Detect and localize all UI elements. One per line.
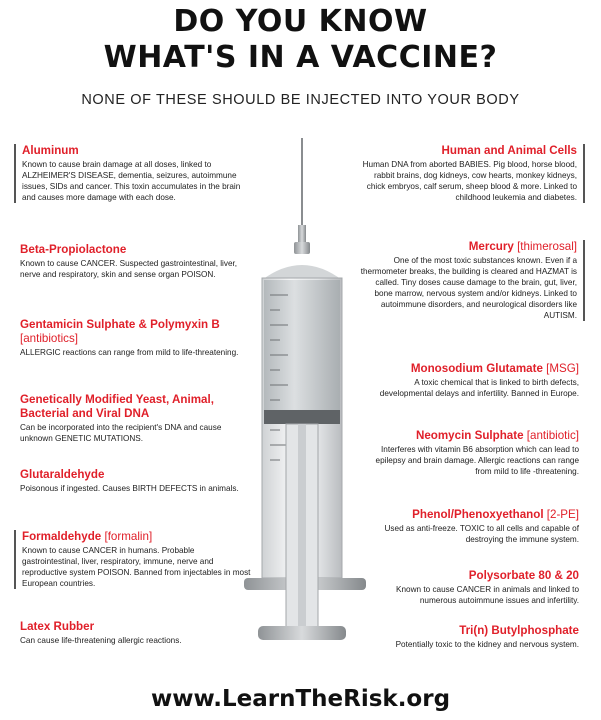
ingredient-name: Monosodium Glutamate <box>410 362 543 375</box>
ingredient-glutaraldehyde <box>20 468 252 494</box>
ingredient-description: Can be incorporated into the recipient's DNA and cause unknown GENETIC MUTATIONS. <box>20 423 222 443</box>
ingredient-description: Poisonous if ingested. Causes BIRTH DEFECTS in animals. <box>20 484 239 493</box>
ingredient-description: Known to cause CANCER in animals and linked to numerous autoimmune issues and infertility. <box>396 585 579 605</box>
ingredient-description: ALLERGIC reactions can range from mild to life-threatening. <box>20 348 239 357</box>
ingredient-msg <box>361 362 579 399</box>
ingredient-tag: [MSG] <box>546 362 579 375</box>
ingredient-formaldehyde <box>14 530 254 589</box>
ingredient-polysorbate <box>361 569 579 606</box>
ingredient-description: Known to cause CANCER. Suspected gastrointestinal, liver, nerve and respiratory, skin and sense organ POISON. <box>20 259 238 279</box>
title-line-2: WHAT'S IN A VACCINE? <box>103 40 498 75</box>
ingredient-mercury <box>359 240 585 321</box>
subtitle: NONE OF THESE SHOULD BE INJECTED INTO YOUR BODY <box>81 92 520 108</box>
ingredient-phenol <box>361 508 579 545</box>
ingredient-name: Aluminum <box>22 144 79 157</box>
ingredient-tributylphosphate <box>361 624 579 650</box>
ingredient-name: Genetically Modified Yeast, Animal, Bacterial and Viral DNA <box>20 393 214 420</box>
syringe-illustration <box>240 130 370 670</box>
ingredient-name: Tri(n) Butylphosphate <box>459 624 579 637</box>
ingredient-description: Interferes with vitamin B6 absorption which can lead to epilepsy and brain damage. Allergic reactions can range from mild to life -threatening. <box>375 445 579 476</box>
ingredient-tag: [thimerosal] <box>517 240 577 253</box>
ingredient-description: Can cause life-threatening allergic reactions. <box>20 636 182 645</box>
ingredient-description: Human DNA from aborted BABIES. Pig blood, horse blood, rabbit brains, dog kidneys, cow hearts, monkey kidneys, chick embryos, calf serum, sheep blood & more. Linked to childhood leukemia and diabetes. <box>362 160 577 202</box>
ingredient-neomycin <box>361 429 579 477</box>
ingredient-human-animal-cells <box>359 144 585 203</box>
ingredient-description: Potentially toxic to the kidney and nervous system. <box>395 640 579 649</box>
ingredient-description: One of the most toxic substances known. Even if a thermometer breaks, the building is cleared and HAZMAT is called. Tiny doses cause damage to the brain, gut, liver, bone marrow, nervous system and/or kidneys. Linked to autoimmune disorders, and neurological disorders like AUTISM. <box>360 256 577 320</box>
ingredient-beta-propiolactone <box>20 243 252 280</box>
ingredient-aluminum <box>14 144 254 203</box>
ingredient-description: Known to cause CANCER in humans. Probable gastrointestinal, liver, respiratory, immune, nerve and reproductive system POISON. Banned from injectables in most European countries. <box>22 546 251 588</box>
ingredient-tag: [formalin] <box>104 530 153 543</box>
ingredient-description: Known to cause brain damage at all doses, linked to ALZHEIMER'S DISEASE, dementia, seizures, autoimmune issues, SIDs and cancer. This toxin accumulates in the brain and causes more damage with each dose. <box>22 160 241 202</box>
website-url[interactable]: www.LearnTheRisk.org <box>150 686 451 712</box>
ingredient-tag: [2-PE] <box>546 508 579 521</box>
title-line-1: DO YOU KNOW <box>173 4 428 39</box>
ingredient-name: Gentamicin Sulphate & Polymyxin B <box>20 318 220 331</box>
ingredient-gm-dna <box>20 393 252 444</box>
ingredient-tag: [antibiotics] <box>20 332 78 345</box>
ingredient-gentamicin-polymyxin <box>20 318 252 358</box>
ingredient-description: Used as anti-freeze. TOXIC to all cells and capable of destroying the immune system. <box>384 524 579 544</box>
ingredient-name: Mercury <box>468 240 514 253</box>
ingredient-name: Latex Rubber <box>20 620 95 633</box>
ingredient-tag: [antibiotic] <box>526 429 579 442</box>
ingredient-name: Human and Animal Cells <box>441 144 577 157</box>
ingredient-name: Phenol/Phenoxyethanol <box>412 508 544 521</box>
ingredient-name: Neomycin Sulphate <box>415 429 524 442</box>
ingredient-name: Formaldehyde <box>22 530 102 543</box>
ingredient-latex-rubber <box>20 620 252 646</box>
ingredient-name: Glutaraldehyde <box>20 468 105 481</box>
ingredient-name: Beta-Propiolactone <box>20 243 127 256</box>
ingredient-name: Polysorbate 80 & 20 <box>468 569 579 582</box>
ingredient-description: A toxic chemical that is linked to birth defects, developmental delays and infertility. Banned in Europe. <box>379 378 579 398</box>
